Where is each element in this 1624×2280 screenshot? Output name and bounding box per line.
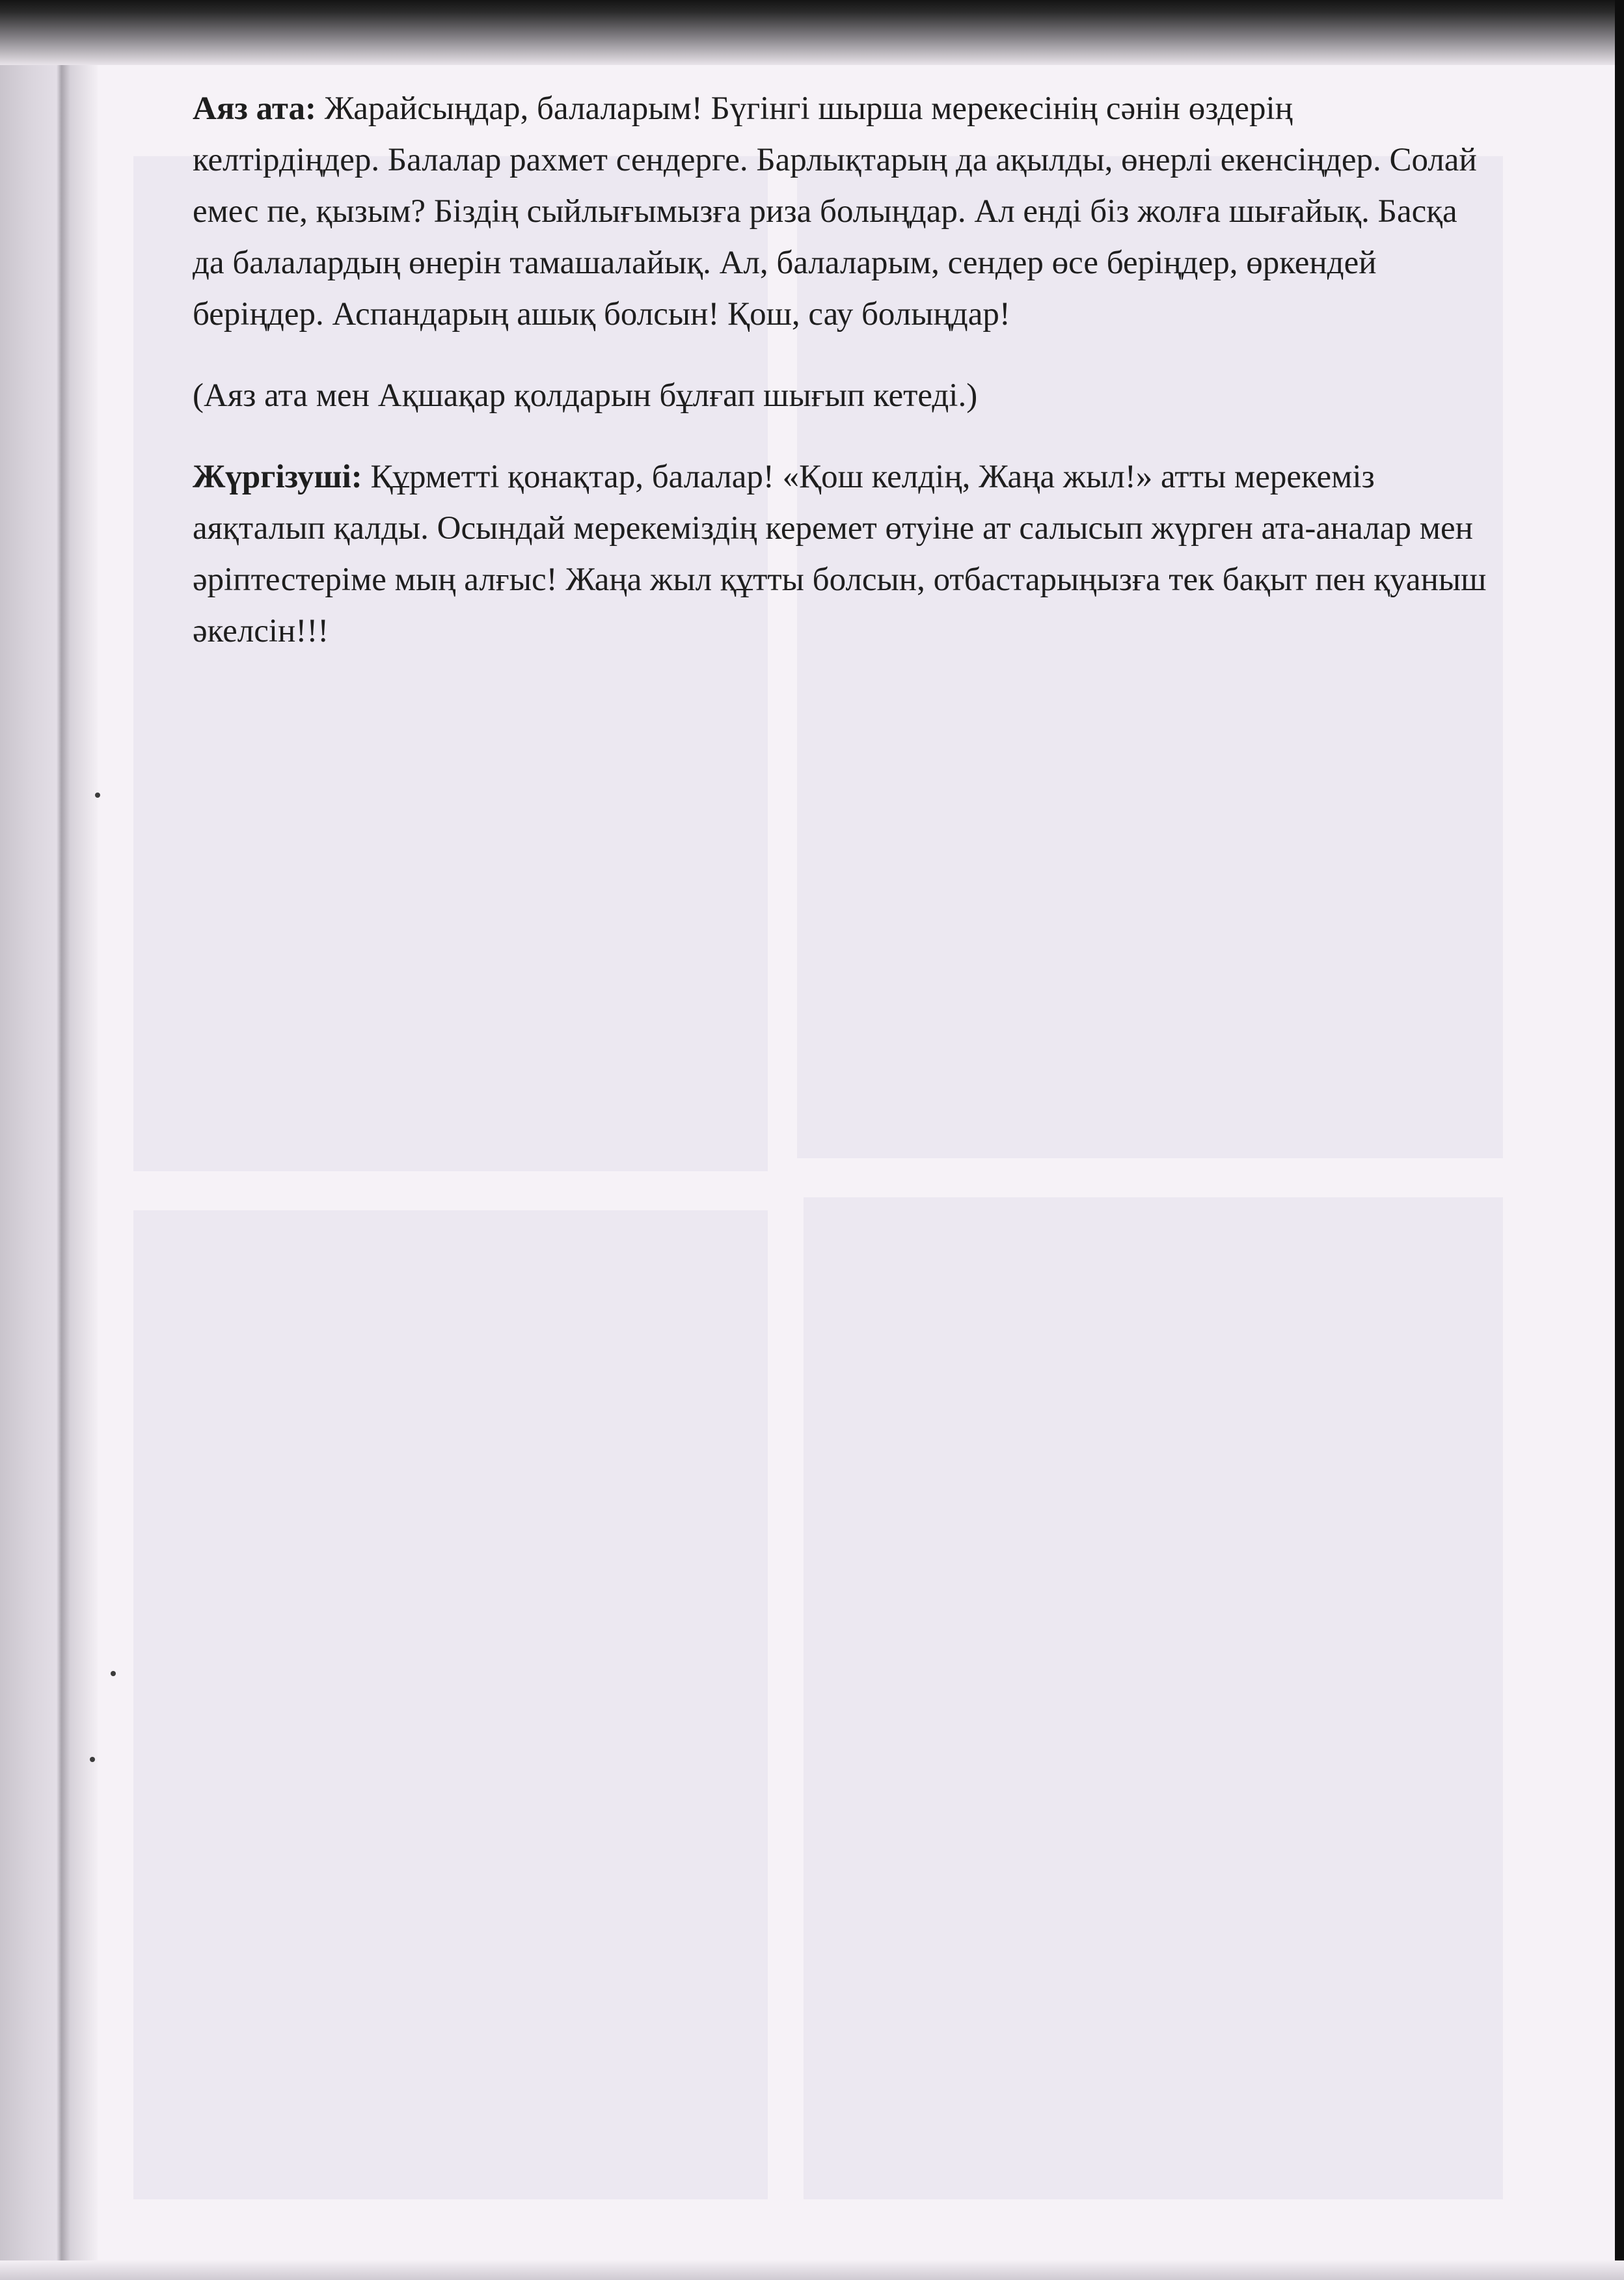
bleed-through-panel [804,1197,1503,2199]
scan-top-edge [0,0,1624,65]
speaker-label: Аяз ата: [193,90,317,127]
bleed-through-panel [133,1210,768,2199]
ayaz-ata-paragraph [193,83,1487,340]
host-paragraph [193,452,1487,657]
scan-bottom-edge [0,2260,1624,2280]
stage-direction: (Аяз ата мен Ақшақар қолдарын бұлғап шығып кетеді.) [193,377,978,414]
speech-text: Құрметті қонақтар, балалар! «Қош келдің, Жаңа жыл!» атты мерекеміз аяқталып қалды. Осындай мерекеміздің керемет өтуіне ат салысып жүрген ата-аналар мен әріптестеріме мың алғыс! Жаңа жыл құтты болсын, отбастарыңызға тек бақыт пен қуаныш әкелсін!!! [193,459,1487,649]
page-binding-shadow [0,65,98,2280]
scan-speck [90,1757,95,1762]
scan-speck [111,1671,116,1676]
scan-right-edge [1615,0,1624,2280]
speaker-label: Жүргізуші: [193,459,362,495]
document-body [193,83,1487,687]
speech-text: Жарайсыңдар, балаларым! Бүгінгі шырша мерекесінің сәнін өздерің келтірдіңдер. Балалар рахмет сендерге. Барлықтарың да ақылды, өнерлі екенсіңдер. Солай емес пе, қызым? Біздің сыйлығымызға риза болыңдар. Ал енді біз жолға шығайық. Басқа да балалардың өнерін тамашалайық. Ал, балаларым, сендер өсе беріңдер, өркендей беріңдер. Аспандарың ашық болсын! Қош, сау болыңдар! [193,90,1477,332]
scan-speck [95,793,100,798]
